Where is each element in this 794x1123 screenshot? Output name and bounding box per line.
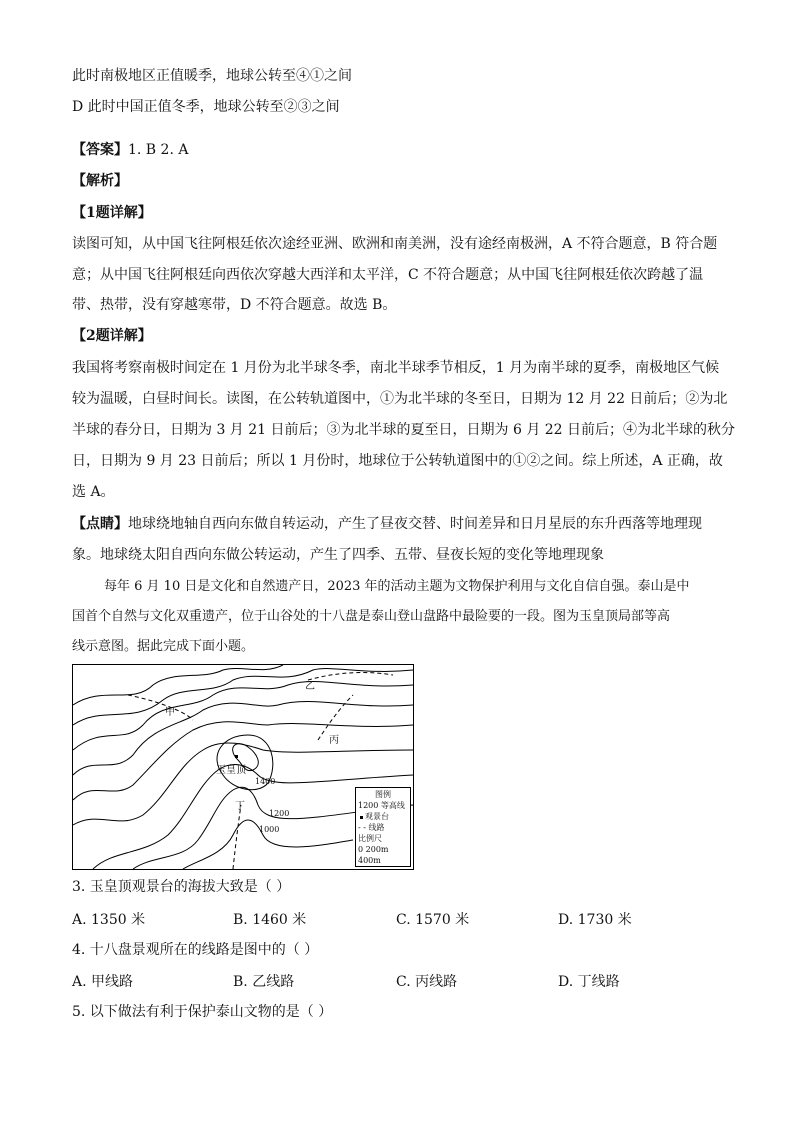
map-legend — [355, 787, 411, 867]
passage-line: 线示意图。据此完成下面小题。 — [72, 639, 255, 654]
answer-text: 1. B 2. A — [128, 142, 189, 158]
label-yi: 乙 — [305, 681, 315, 692]
legend-scale: 比例尺 — [358, 834, 382, 843]
contour-label-1400: 1400 — [255, 777, 276, 786]
observation-deck — [235, 755, 238, 758]
tip-line: 象。地球绕太阳自西向东做公转运动，产生了四季、五带、昼夜长短的变化等地理现象 — [72, 547, 604, 563]
tip-tag: 【点睛】 — [72, 516, 128, 532]
option-c-text: 此时南极地区正值暖季，地球公转至④①之间 — [72, 68, 352, 84]
q3-option-b: B. 1460 米 — [233, 912, 307, 928]
answer-line — [72, 140, 188, 160]
legend-station: 观景台 — [365, 812, 389, 821]
station-icon — [360, 816, 363, 819]
route-ding — [233, 805, 241, 869]
q4-option-d: D. 丁线路 — [558, 974, 620, 990]
q3-option-c: C. 1570 米 — [396, 912, 470, 928]
q3-option-a: A. 1350 米 — [72, 912, 146, 928]
legend-route: 线路 — [368, 823, 385, 832]
legend-station-row — [358, 811, 408, 822]
passage-line: 国首个自然与文化双重遗产，位于山谷处的十八盘是泰山登山盘路中最险要的一段。图为玉皇顶局部等高 — [72, 609, 671, 624]
contour-label-1200: 1200 — [269, 809, 290, 818]
legend-title: 图例 — [375, 790, 391, 799]
tip-line — [72, 514, 702, 534]
q2-detail-line: 半球的春分日，日期为 3 月 21 日前后；③为北半球的夏至日，日期为 6 月 22 日前后；④为北半球的秋分 — [72, 422, 736, 438]
q5-stem: 5. 以下做法有利于保护泰山文物的是（ ） — [72, 1004, 333, 1020]
q2-detail-title: 【2题详解】 — [72, 328, 152, 344]
q1-detail-line: 读图可知，从中国飞往阿根廷依次途经亚洲、欧洲和南美洲，没有途经南极洲，A 不符合题意，B 符合题 — [72, 236, 718, 252]
route-yi — [308, 673, 393, 680]
q3-stem: 3. 玉皇顶观景台的海拔大致是（ ） — [72, 879, 291, 895]
q3-option-d: D. 1730 米 — [558, 912, 632, 928]
label-bing: 丙 — [329, 735, 339, 746]
route-jia — [128, 695, 193, 720]
q2-detail-line: 日，日期为 9 月 23 日前后；所以 1 月份时，地球位于公转轨道图中的①②之间。综上所述，A 正确，故 — [72, 453, 723, 469]
q1-detail-line: 带、热带，没有穿越寒带，D 不符合题意。故选 B。 — [72, 297, 397, 313]
tip-text: 地球绕地轴自西向东做自转运动，产生了昼夜交替、时间差异和日月星辰的东升西落等地理现 — [128, 516, 702, 532]
analysis-tag: 【解析】 — [72, 173, 128, 189]
q1-detail-title: 【1题详解】 — [72, 205, 152, 221]
route-dash-icon: - - — [358, 823, 369, 832]
q2-detail-line: 选 A。 — [72, 484, 115, 500]
q4-option-b: B. 乙线路 — [233, 974, 295, 990]
option-d-text: D 此时中国正值冬季，地球公转至②③之间 — [72, 99, 340, 115]
q2-detail-line: 较为温暖，白昼时间长。读图，在公转轨道图中，①为北半球的冬至日，日期为 12 月 22 日前后；②为北 — [72, 391, 728, 407]
q2-detail-line: 我国将考察南极时间定在 1 月份为北半球冬季，南北半球季节相反，1 月为南半球的夏季，南极地区气候 — [72, 360, 720, 376]
legend-scale-ticks: 0 200m 400m — [358, 845, 389, 865]
q1-detail-line: 意；从中国飞往阿根廷向西依次穿越大西洋和太平洋，C 不符合题意；从中国飞往阿根廷依次跨越了温 — [72, 267, 704, 283]
legend-contour: 1200 等高线 — [358, 801, 405, 810]
contour-map — [72, 664, 414, 870]
label-ding: 丁 — [235, 801, 245, 812]
passage-line: 每年 6 月 10 日是文化和自然遗产日，2023 年的活动主题为文物保护利用与文化自信自强。泰山是中 — [104, 579, 690, 594]
q4-option-a: A. 甲线路 — [72, 974, 134, 990]
contour-label-1000: 1000 — [259, 825, 280, 834]
label-peak: 玉皇顶 — [216, 765, 246, 776]
q4-stem: 4. 十八盘景观所在的线路是图中的（ ） — [72, 942, 319, 958]
label-jia: 甲 — [165, 707, 175, 718]
answer-tag: 【答案】 — [72, 142, 128, 158]
q4-option-c: C. 丙线路 — [396, 974, 458, 990]
legend-route-row — [358, 822, 408, 833]
